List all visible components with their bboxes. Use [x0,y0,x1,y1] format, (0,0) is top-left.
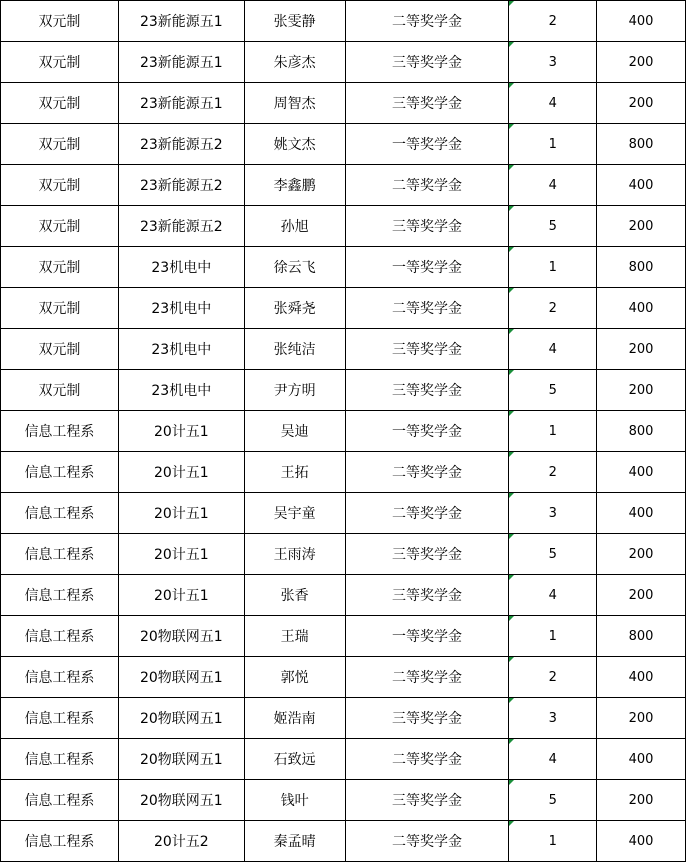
cell-student-name[interactable]: 吴宇童 [244,493,345,534]
cell-award[interactable]: 一等奖学金 [345,124,509,165]
cell-rank[interactable]: 1 [509,821,597,862]
cell-class[interactable]: 23新能源五1 [118,42,244,83]
cell-rank[interactable]: 4 [509,329,597,370]
cell-amount[interactable]: 200 [597,698,686,739]
cell-student-name[interactable]: 郭悦 [244,657,345,698]
cell-award[interactable]: 二等奖学金 [345,821,509,862]
cell-award[interactable]: 三等奖学金 [345,83,509,124]
table-row [1,534,686,575]
cell-amount[interactable]: 200 [597,575,686,616]
cell-amount[interactable]: 200 [597,370,686,411]
cell-student-name[interactable]: 王拓 [244,452,345,493]
cell-department[interactable]: 双元制 [1,288,119,329]
cell-student-name[interactable]: 张舜尧 [244,288,345,329]
cell-class[interactable]: 23机电中 [118,370,244,411]
cell-rank[interactable]: 1 [509,124,597,165]
cell-student-name[interactable]: 朱彦杰 [244,42,345,83]
cell-rank[interactable]: 4 [509,575,597,616]
cell-rank[interactable]: 1 [509,411,597,452]
cell-class[interactable]: 20计五1 [118,493,244,534]
cell-amount[interactable]: 400 [597,657,686,698]
cell-department[interactable]: 双元制 [1,370,119,411]
table-row [1,657,686,698]
cell-department[interactable]: 信息工程系 [1,657,119,698]
cell-class[interactable]: 20计五1 [118,534,244,575]
cell-rank[interactable]: 5 [509,534,597,575]
cell-department[interactable]: 双元制 [1,206,119,247]
cell-award[interactable]: 二等奖学金 [345,657,509,698]
cell-class[interactable]: 20物联网五1 [118,739,244,780]
cell-award[interactable]: 三等奖学金 [345,206,509,247]
cell-amount[interactable]: 400 [597,452,686,493]
cell-department[interactable]: 信息工程系 [1,493,119,534]
cell-department[interactable]: 信息工程系 [1,616,119,657]
cell-amount[interactable]: 400 [597,739,686,780]
table-row [1,575,686,616]
cell-award[interactable]: 二等奖学金 [345,739,509,780]
cell-department[interactable]: 信息工程系 [1,452,119,493]
table-row [1,1,686,42]
cell-rank[interactable]: 4 [509,83,597,124]
cell-class[interactable]: 23新能源五2 [118,124,244,165]
cell-rank[interactable]: 5 [509,780,597,821]
cell-department[interactable]: 信息工程系 [1,821,119,862]
cell-amount[interactable]: 800 [597,124,686,165]
cell-rank[interactable]: 2 [509,288,597,329]
table-row [1,206,686,247]
table-row [1,370,686,411]
table-row [1,739,686,780]
cell-class[interactable]: 23机电中 [118,329,244,370]
table-row [1,42,686,83]
cell-class[interactable]: 20物联网五1 [118,780,244,821]
cell-rank[interactable]: 3 [509,42,597,83]
cell-department[interactable]: 信息工程系 [1,739,119,780]
cell-award[interactable]: 三等奖学金 [345,370,509,411]
cell-student-name[interactable]: 石致远 [244,739,345,780]
cell-award[interactable]: 二等奖学金 [345,165,509,206]
table-row [1,452,686,493]
cell-student-name[interactable]: 尹方明 [244,370,345,411]
cell-class[interactable]: 23新能源五2 [118,206,244,247]
cell-department[interactable]: 双元制 [1,83,119,124]
cell-department[interactable]: 双元制 [1,329,119,370]
cell-department[interactable]: 信息工程系 [1,411,119,452]
table-row [1,247,686,288]
table-body [1,1,686,862]
cell-student-name[interactable]: 张香 [244,575,345,616]
cell-award[interactable]: 三等奖学金 [345,575,509,616]
cell-amount[interactable]: 800 [597,411,686,452]
cell-student-name[interactable]: 秦孟晴 [244,821,345,862]
cell-department[interactable]: 双元制 [1,42,119,83]
cell-amount[interactable]: 800 [597,616,686,657]
cell-department[interactable]: 双元制 [1,165,119,206]
cell-award[interactable]: 二等奖学金 [345,493,509,534]
cell-rank[interactable]: 2 [509,452,597,493]
cell-class[interactable]: 23新能源五2 [118,165,244,206]
cell-award[interactable]: 二等奖学金 [345,452,509,493]
cell-class[interactable]: 20计五2 [118,821,244,862]
cell-department[interactable]: 信息工程系 [1,534,119,575]
cell-department[interactable]: 信息工程系 [1,575,119,616]
cell-rank[interactable]: 3 [509,493,597,534]
cell-award[interactable]: 一等奖学金 [345,616,509,657]
cell-amount[interactable]: 200 [597,329,686,370]
cell-award[interactable]: 三等奖学金 [345,329,509,370]
cell-amount[interactable]: 200 [597,534,686,575]
cell-class[interactable]: 20物联网五1 [118,616,244,657]
cell-rank[interactable]: 5 [509,370,597,411]
cell-student-name[interactable]: 姬浩南 [244,698,345,739]
cell-class[interactable]: 23新能源五1 [118,1,244,42]
cell-rank[interactable]: 2 [509,657,597,698]
cell-rank[interactable]: 1 [509,616,597,657]
cell-department[interactable]: 双元制 [1,1,119,42]
cell-award[interactable]: 一等奖学金 [345,411,509,452]
cell-class[interactable]: 20物联网五1 [118,698,244,739]
cell-award[interactable]: 一等奖学金 [345,247,509,288]
table-row [1,698,686,739]
cell-rank[interactable]: 2 [509,1,597,42]
cell-amount[interactable]: 200 [597,42,686,83]
cell-class[interactable]: 20计五1 [118,575,244,616]
cell-amount[interactable]: 400 [597,1,686,42]
table-row [1,493,686,534]
cell-award[interactable]: 二等奖学金 [345,288,509,329]
cell-student-name[interactable]: 李鑫鹏 [244,165,345,206]
cell-amount[interactable]: 400 [597,493,686,534]
cell-class[interactable]: 20计五1 [118,411,244,452]
cell-class[interactable]: 23新能源五1 [118,83,244,124]
table-row [1,288,686,329]
cell-award[interactable]: 三等奖学金 [345,698,509,739]
cell-award[interactable]: 二等奖学金 [345,1,509,42]
cell-class[interactable]: 20计五1 [118,452,244,493]
cell-student-name[interactable]: 钱叶 [244,780,345,821]
table-row [1,329,686,370]
table-row [1,780,686,821]
cell-student-name[interactable]: 孙旭 [244,206,345,247]
cell-class[interactable]: 23机电中 [118,247,244,288]
table-row [1,821,686,862]
cell-department[interactable]: 双元制 [1,247,119,288]
cell-rank[interactable]: 5 [509,206,597,247]
cell-student-name[interactable]: 周智杰 [244,83,345,124]
cell-student-name[interactable]: 张雯静 [244,1,345,42]
cell-award[interactable]: 三等奖学金 [345,534,509,575]
cell-department[interactable]: 双元制 [1,124,119,165]
cell-student-name[interactable]: 姚文杰 [244,124,345,165]
cell-award[interactable]: 三等奖学金 [345,780,509,821]
cell-student-name[interactable]: 王瑞 [244,616,345,657]
table-row [1,411,686,452]
cell-class[interactable]: 23机电中 [118,288,244,329]
cell-department[interactable]: 信息工程系 [1,698,119,739]
cell-class[interactable]: 20物联网五1 [118,657,244,698]
table-row [1,165,686,206]
cell-amount[interactable]: 200 [597,780,686,821]
cell-amount[interactable]: 200 [597,83,686,124]
cell-rank[interactable]: 3 [509,698,597,739]
cell-department[interactable]: 信息工程系 [1,780,119,821]
cell-student-name[interactable]: 徐云飞 [244,247,345,288]
cell-amount[interactable]: 400 [597,165,686,206]
cell-amount[interactable]: 200 [597,206,686,247]
cell-student-name[interactable]: 王雨涛 [244,534,345,575]
table-row [1,616,686,657]
cell-amount[interactable]: 400 [597,288,686,329]
cell-amount[interactable]: 400 [597,821,686,862]
cell-award[interactable]: 三等奖学金 [345,42,509,83]
cell-student-name[interactable]: 吴迪 [244,411,345,452]
cell-rank[interactable]: 1 [509,247,597,288]
cell-student-name[interactable]: 张纯洁 [244,329,345,370]
cell-rank[interactable]: 4 [509,165,597,206]
cell-rank[interactable]: 4 [509,739,597,780]
table-row [1,83,686,124]
cell-amount[interactable]: 800 [597,247,686,288]
table-row [1,124,686,165]
